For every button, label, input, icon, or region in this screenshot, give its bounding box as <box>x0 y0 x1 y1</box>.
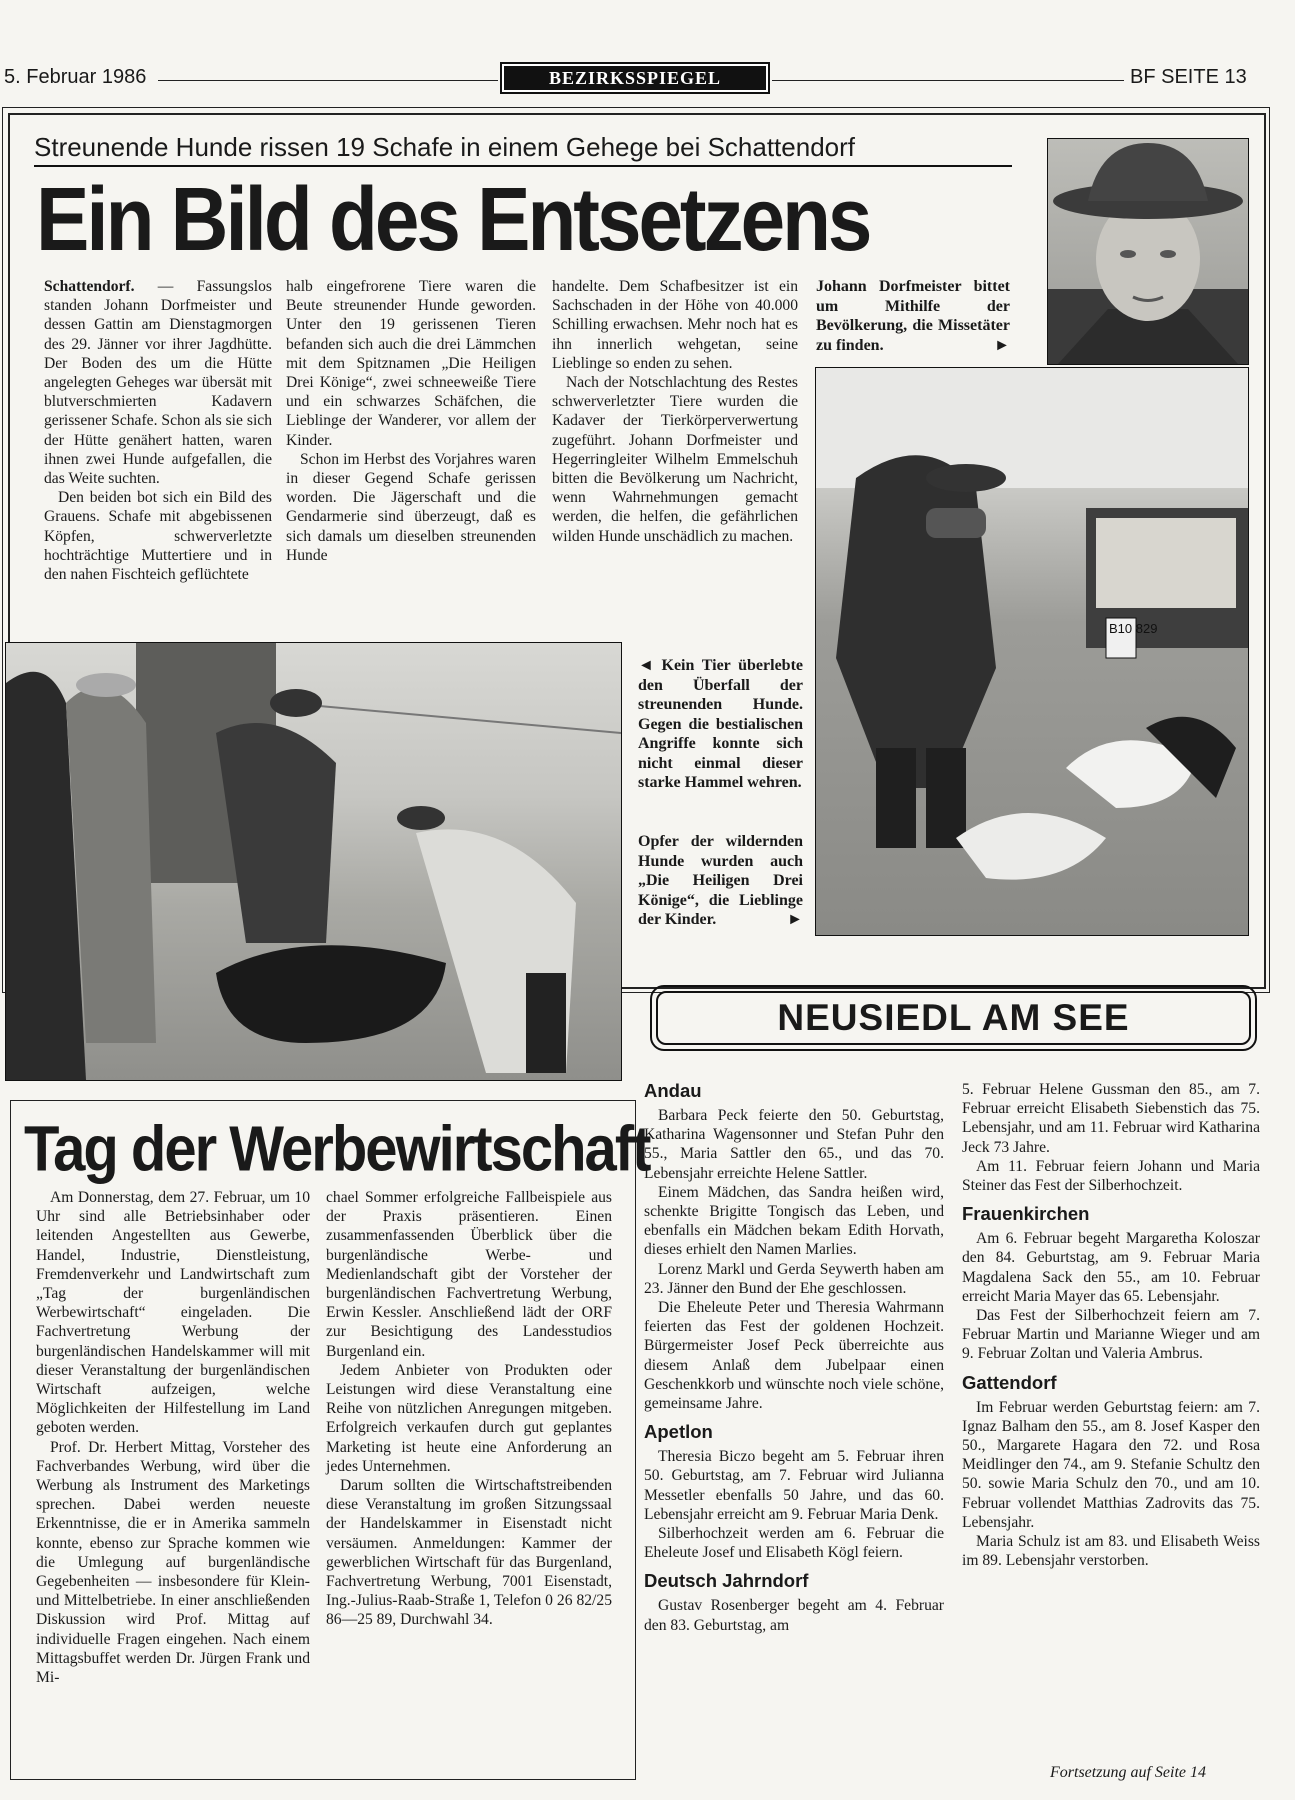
right-photo-caption <box>638 832 803 930</box>
man-with-hat-image <box>1048 139 1248 364</box>
paragraph: halb eingefrorene Tiere waren die Beute streunender Hunde geworden. Unter den 19 gerissenen Tieren befanden sich auch die drei Lämmchen mit dem Spitznamen „Die Heiligen Drei Könige“, zwei schneeweiße Tiere und ein schwarzes Schäfchen, die Lieblinge der Wanderer, vor allem der Kinder. <box>286 278 536 449</box>
paragraph: Lorenz Markl und Gerda Seywerth haben am 23. Jänner den Bund der Ehe geschlossen. <box>644 1260 944 1297</box>
place-heading-deutsch-jahrndorf: Deutsch Jahrndorf <box>644 1570 809 1592</box>
paragraph <box>44 277 272 488</box>
paragraph: handelte. Dem Schafbesitzer ist ein Sachschaden in der Höhe von 40.000 Schilling erwachsen. Mehr noch hat es ihn innerlich wehgetan, seine Lieblinge so enden zu sehen. <box>552 278 798 372</box>
paragraph: Im Februar werden Geburtstag feiern: am 7. Ignaz Balham den 55., am 8. Josef Kasper den 50., Margarete Hagara den 72. und Rosa Meidlinger den 74., am 9. Stefanie Schultz den 50. sowie Maria Schulz den 70., und am 10. Februar vollendet Matthias Zadrovits das 75. Lebensjahr. <box>962 1398 1260 1531</box>
paragraph: Maria Schulz ist am 83. und Elisabeth Weiss im 89. Lebensjahr verstorben. <box>962 1533 1260 1570</box>
farmer-with-lambs-photo <box>815 367 1249 936</box>
page-date: 5. Februar 1986 <box>4 66 147 88</box>
paragraph: Prof. Dr. Herbert Mittag, Vorsteher des Fachverbandes Werbung, wird über die Werbung als Instrument des Marketings sprechen. Dabei werden neueste Erkenntnisse, die er in Amerika sammeln konnte, ebenso zur Sprache kommen wie die Umlegung auf burgenländische Gegebenheiten — insbesondere für Klein- und Mittelbetriebe. In einer anschließenden Diskussion wird Prof. Mittag auf individuelle Fragen eingehen. Nach einem Mittagsbuffet werden Dr. Jürgen Frank und Mi- <box>36 1438 310 1687</box>
page-number: BF SEITE 13 <box>1130 66 1247 88</box>
portrait-photo <box>1047 138 1249 365</box>
paragraph: Den beiden bot sich ein Bild des Grauens. Schafe mit abgebissenen Köpfen, schwerverletzte hochträchtige Muttertiere und in den nahen Fischteich geflüchtete <box>44 489 272 584</box>
paragraph: Silberhochzeit werden am 6. Februar die Eheleute Josef und Elisabeth Kögl feiern. <box>644 1525 944 1562</box>
paragraph: Das Fest der Silberhochzeit feiern am 7. Februar Martin und Marianne Wieger und am 9. Februar Zoltan und Valeria Ambrus. <box>962 1307 1260 1363</box>
neusiedl-column-2 <box>962 1080 1260 1570</box>
arrow-left-icon: ◄ <box>638 657 654 674</box>
continued-note: Fortsetzung auf Seite 14 <box>1050 1764 1206 1781</box>
paragraph: Am 11. Februar feiern Johann und Maria Steiner das Fest der Silberhochzeit. <box>962 1157 1260 1195</box>
paragraph: Am 6. Februar begeht Margaretha Koloszar den 84. Geburtstag, am 9. Februar Maria Magdalena Sack den 55., am 10. Februar erreicht Maria Mayer das 65. Lebensjahr. <box>962 1230 1260 1305</box>
men-scene-image <box>6 643 621 1080</box>
caption-text: Johann Dorfmeister bittet um Mithilfe der Bevölkerung, die Missetäter zu finden. <box>816 278 1010 354</box>
dateline: Schattendorf. <box>44 278 135 295</box>
article1-column-3 <box>552 277 798 546</box>
neusiedl-column-1 <box>644 1078 944 1635</box>
article2-column-2 <box>326 1188 612 1630</box>
paragraph: 5. Februar Helene Gussman den 85., am 7. Februar erreicht Elisabeth Siebenstich das 75. Lebensjahr, und am 11. Februar wird Katharina Jeck 73 Jahre. <box>962 1081 1260 1156</box>
paragraph: chael Sommer erfolgreiche Fallbeispiele aus der Praxis präsentieren. Einen zusammenfassenden Überblick über die burgenländische Werbe- und Medienlandschaft gibt der Vorsteher der burgenländischen Fachvertretung Werbung, Erwin Kessler. Anschließend lädt der ORF zur Besichtigung des Landesstudios Burgenland ein. <box>326 1189 612 1360</box>
paragraph: Die Eheleute Peter und Theresia Wahrmann feierten das Fest der goldenen Hochzeit. Bürgermeister Josef Peck überreichte aus diesem Anlaß dem Jubelpaar einen Geschenkkorb und wünschte noch viele schöne, gemeinsame Jahre. <box>644 1299 944 1413</box>
paragraph: Einem Mädchen, das Sandra heißen wird, schenkte Brigitte Tongisch das Leben, und ebenfalls ein Mädchen bekam Edith Horvath, dieses erhielt den Namen Marlies. <box>644 1183 944 1259</box>
caption-text: Opfer der wildernden Hunde wurden auch „Die Heiligen Drei Könige“, die Lieblinge der Kinder. <box>638 833 803 928</box>
paragraph: Jedem Anbieter von Produkten oder Leistungen wird diese Veranstaltung eine Reihe von nützlichen Anregungen mitgeben. Erfolgreich verkaufen durch gut geplantes Marketing ist heute eine Anforderung an jedes Unternehmen. <box>326 1361 612 1475</box>
section-label: BEZIRKSSPIEGEL <box>504 66 766 90</box>
article2-column-1 <box>36 1188 310 1687</box>
paragraph: Nach der Notschlachtung des Restes schwerverletzter Tiere wurden die Kadaver der Tierkörperverwertung zugeführt. Johann Dorfmeister und Hegerringleiter Wilhelm Emmelschuh bitten die Bevölkerung um Nachricht, wenn Wahrnehmungen gemacht werden, die helfen, die gefährlichen wilden Hunde unschädlich zu machen. <box>552 374 798 545</box>
paragraph: Darum sollten die Wirtschaftstreibenden diese Veranstaltung im großen Sitzungssaal der Handelskammer in Eisenstadt nicht versäumen. Anmeldungen: Kammer der gewerblichen Wirtschaft für das Burgenland, Fachvertretung Werbung, 7001 Eisenstadt, Ing.-Julius-Raab-Straße 1, Telefon 0 26 82/25 86—25 89, Durchwahl 34. <box>326 1477 612 1629</box>
place-heading-frauenkirchen: Frauenkirchen <box>962 1203 1090 1225</box>
caption-text: Kein Tier überlebte den Überfall der streunenden Hunde. Gegen die bestialischen Angriffe konnte sich nicht einmal dieser starke Hammel wehren. <box>638 657 804 791</box>
place-heading-apetlon: Apetlon <box>644 1421 713 1443</box>
paragraph: Theresia Biczo begeht am 5. Februar ihren 50. Geburtstag, am 7. Februar wird Julianna Messetler ebenfalls 50 Jahre, und das 60. Lebensjahr erreicht am 9. Februar Maria Denk. <box>644 1448 944 1523</box>
article2-headline: Tag der Werbewirtschaft <box>24 1113 650 1185</box>
place-heading-andau: Andau <box>644 1080 702 1101</box>
paragraph-text: — Fassungslos standen Johann Dorfmeister und dessen Gattin am Dienstagmorgen des 29. Jänner vor ihrer Jagdhütte. Der Boden des um die Hütte angelegten Geheges war übersät mit blutverschmierten Kadavern gerissener Schafe. Schon als sie sich der Hütte genähert hatten, waren ihnen zwei Hunde aufgefallen, die das Weite suchten. <box>44 278 272 488</box>
article-kicker: Streunende Hunde rissen 19 Schafe in einem Gehege bei Schattendorf <box>34 132 855 162</box>
place-heading-gattendorf: Gattendorf <box>962 1371 1057 1393</box>
header-rule-right <box>772 80 1124 81</box>
paragraph: Am Donnerstag, dem 27. Februar, um 10 Uhr sind alle Betriebsinhaber oder leitenden Angestellten aus Gewerbe, Handel, Industrie, Dienstleistung, Fremdenverkehr und Landwirtschaft zum „Tag der burgenländischen Werbewirtschaft“ eingeladen. Die Fachvertretung Werbung der burgenländischen Handelskammer will mit dieser Veranstaltung der burgenländischen Wirtschaft aufzeigen, welche Möglichkeiten der Hilfestellung im Land geboten werden. <box>36 1189 310 1437</box>
paragraph: Gustav Rosenberger begeht am 4. Februar den 83. Geburtstag, am <box>644 1597 944 1634</box>
farmer-scene-image <box>816 368 1248 935</box>
section-banner <box>500 62 770 94</box>
article1-column-2 <box>286 277 536 565</box>
arrow-right-icon: ► <box>787 911 803 928</box>
portrait-caption <box>816 277 1010 355</box>
kicker-underline <box>34 165 1012 167</box>
article-headline: Ein Bild des Entsetzens <box>36 169 870 269</box>
region-title: NEUSIEDL AM SEE <box>656 991 1251 1045</box>
paragraph: Barbara Peck feierte den 50. Geburtstag, Katharina Wagensonner und Stefan Puhr den 55., Maria Sattler den 65., und das 70. Lebensjahr erreichte Helene Sattler. <box>644 1107 944 1182</box>
arrow-right-icon: ► <box>994 336 1010 354</box>
header-rule-left <box>158 80 498 81</box>
article1-column-1 <box>44 277 272 584</box>
license-plate-text: B10 829 <box>1109 621 1158 636</box>
left-photo-caption <box>638 656 803 793</box>
region-banner <box>650 985 1257 1051</box>
paragraph: Schon im Herbst des Vorjahres waren in dieser Gegend Schafe gerissen worden. Die Jägerschaft und die Gendarmerie sind überzeugt, daß es sich damals um dieselben streunenden Hunde <box>286 450 536 564</box>
men-with-ram-photo <box>5 642 622 1081</box>
